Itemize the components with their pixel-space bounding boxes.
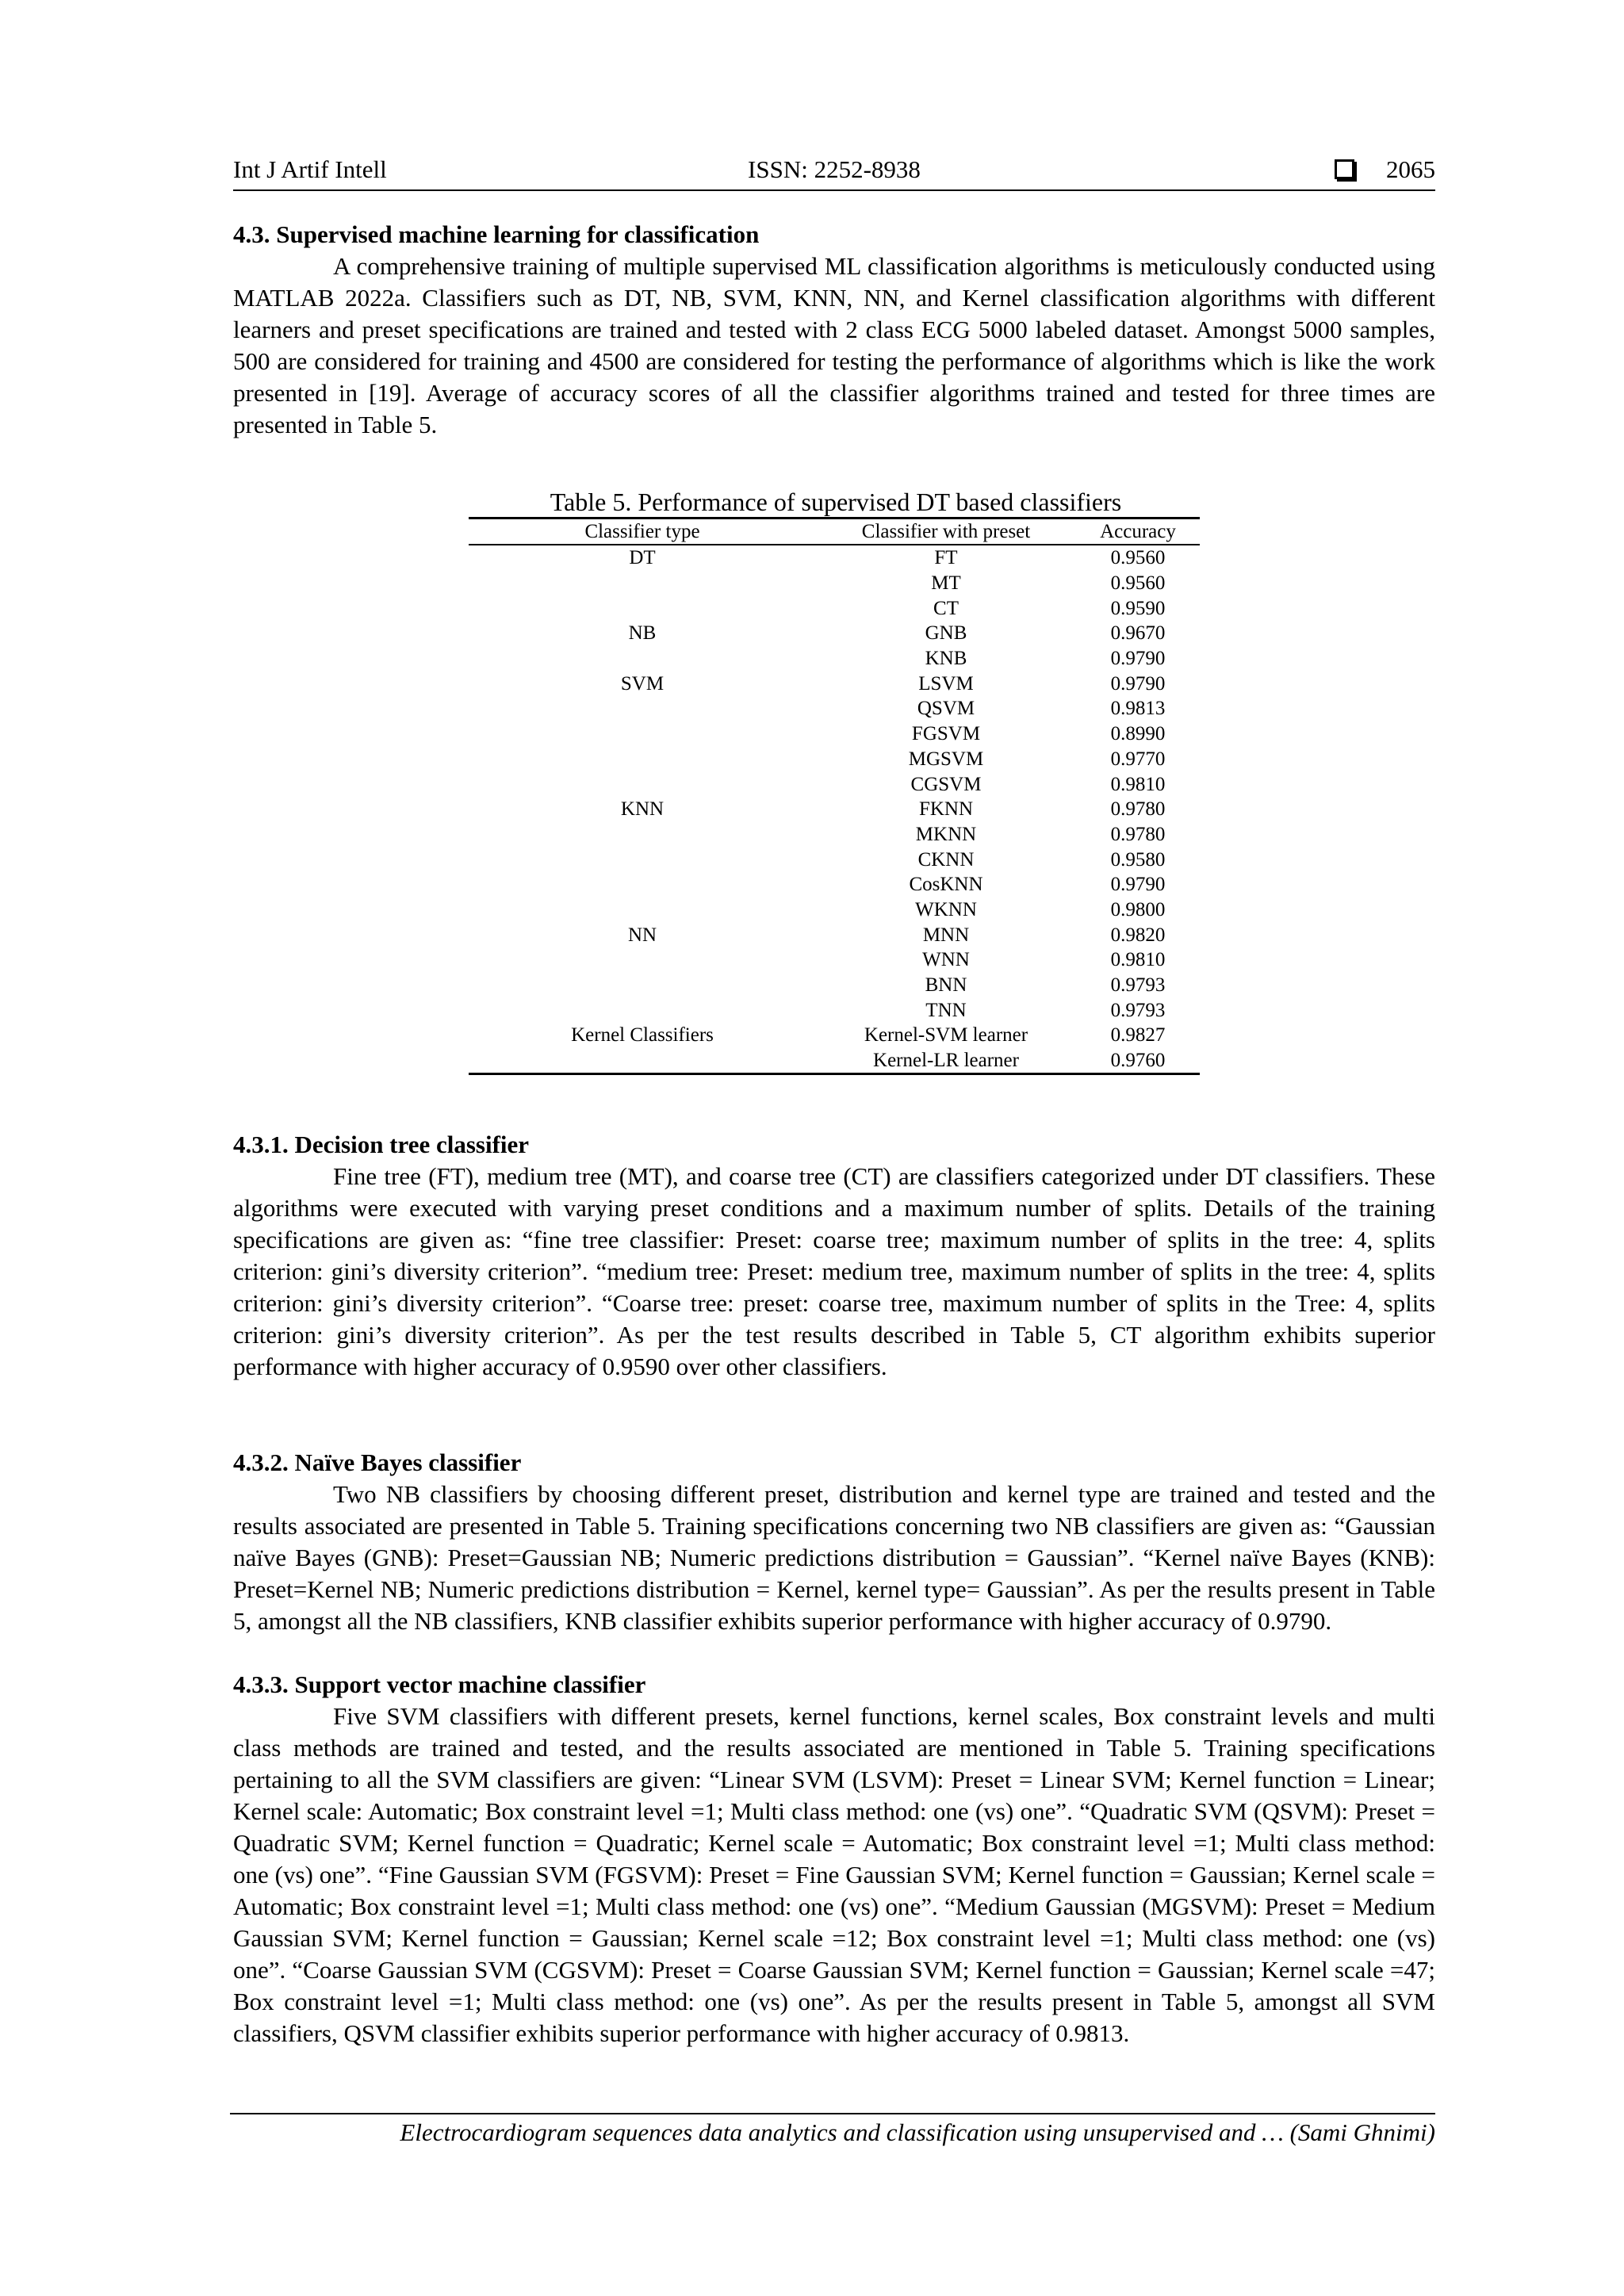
classifier-preset-cell: GNB [925,622,967,645]
table-row [469,973,1200,998]
table-row [469,747,1200,772]
classifier-preset-cell: MNN [922,924,970,946]
table-row [469,571,1200,596]
classifier-preset-cell: Kernel-SVM learner [864,1024,1028,1047]
table-row [469,671,1200,696]
footer-rule [230,2113,1435,2114]
classifier-preset-cell: KNB [925,648,967,670]
paragraph: Five SVM classifiers with different presets, kernel functions, kernel scales, Box constraint levels and multi class methods are trained and tested, and the results associated are mentioned in Table 5. Training specifications pertaining to all the SVM classifiers are given: “Linear SVM (LSVM): Preset = Linear SVM; Kernel function = Linear; Kernel scale: Automatic; Box constraint level =1; Multi class method: one (vs) one”. “Quadratic SVM (QSVM): Preset = Quadratic SVM; Kernel function = Quadratic; Kernel scale = Automatic; Box constraint level =1; Multi class method: one (vs) one”. “Fine Gaussian SVM (FGSVM): Preset = Fine Gaussian SVM; Kernel function = Gaussian; Kernel scale = Automatic; Box constraint level =1; Multi class method: one (vs) one”. “Medium Gaussian (MGSVM): Preset = Medium Gaussian SVM; Kernel function = Gaussian; Kernel scale =12; Box constraint level =1; Multi class method: one (vs) one”. “Coarse Gaussian SVM (CGSVM): Preset = Coarse Gaussian SVM; Kernel function = Gaussian; Kernel scale =47; Box constraint level =1; Multi class method: one (vs) one”. As per the results present in Table 5, amongst all SVM classifiers, QSVM classifier exhibits superior performance with higher accuracy of 0.9813. [233,1702,1435,2047]
accuracy-cell: 0.9590 [1110,597,1166,619]
table-caption: Table 5. Performance of supervised DT based classifiers [550,488,1122,516]
accuracy-cell: 0.9790 [1110,874,1166,896]
table-row [469,1023,1200,1048]
classifier-type-cell [469,721,816,747]
classifier-type-cell [469,997,816,1023]
table-body [469,545,1200,1074]
accuracy-cell: 0.9790 [1110,648,1166,670]
section-4-3-1 [233,1129,1435,1383]
square-icon [1335,159,1354,179]
accuracy-cell: 0.8990 [1110,723,1166,745]
accuracy-cell: 0.9770 [1110,748,1166,770]
classifier-type-cell: NN [627,924,657,946]
table-row [469,897,1200,923]
accuracy-cell: 0.9810 [1110,773,1166,795]
accuracy-cell: 0.9793 [1110,999,1166,1021]
table-row [469,696,1200,721]
classifier-preset-cell: LSVM [918,672,974,695]
table-row [469,595,1200,621]
accuracy-cell: 0.9800 [1110,898,1166,920]
journal-name: Int J Artif Intell [233,155,387,183]
classifier-type-cell [469,897,816,923]
table-row [469,872,1200,897]
table-row [469,997,1200,1023]
classifier-type-cell [469,696,816,721]
accuracy-cell: 0.9780 [1110,823,1166,845]
column-header: Accuracy [1076,519,1200,545]
column-header: Classifier type [469,519,816,545]
table-row [469,1048,1200,1074]
accuracy-cell: 0.9820 [1110,924,1166,946]
classifier-preset-cell: WNN [922,949,970,971]
paragraph: A comprehensive training of multiple supervised ML classification algorithms is meticulously conducted using MATLAB 2022a. Classifiers such as DT, NB, SVM, KNN, NN, and Kernel classification algorithms with different learners and preset specifications are trained and tested with 2 class ECG 5000 labeled dataset. Amongst 5000 samples, 500 are considered for training and 4500 are considered for testing the performance of algorithms which is like the work presented in [19]. Average of accuracy scores of all the classifier algorithms trained and tested for three times are presented in Table 5. [233,252,1435,438]
accuracy-cell: 0.9560 [1110,572,1166,595]
classifier-preset-cell: FT [934,547,958,569]
accuracy-cell: 0.9827 [1110,1024,1166,1047]
table-row [469,797,1200,822]
section-heading: 4.3.2. Naïve Bayes classifier [233,1448,522,1476]
classifier-type-cell [469,973,816,998]
classifier-preset-cell: BNN [925,974,967,997]
performance-table [469,517,1200,1075]
classifier-preset-cell: CKNN [917,848,975,871]
classifier-type-cell: NB [628,622,657,645]
classifier-type-cell [469,595,816,621]
classifier-type-cell [469,847,816,872]
section-heading: 4.3. Supervised machine learning for classification [233,220,760,248]
table-row [469,721,1200,747]
section-4-3-2 [233,1447,1435,1637]
header-rule [233,189,1435,191]
classifier-preset-cell: Kernel-LR learner [816,1048,1076,1074]
classifier-preset-cell: WKNN [915,898,977,920]
paragraph: Fine tree (FT), medium tree (MT), and coarse tree (CT) are classifiers categorized under DT classifiers. These algorithms were executed with varying preset conditions and a maximum number of splits. Details of the training specifications are given as: “fine tree classifier: Preset: coarse tree; maximum number of splits in the tree: 4, splits criterion: gini’s diversity criterion”. “medium tree: Preset: medium tree, maximum number of splits in the tree: 4, splits criterion: gini’s diversity criterion”. “Coarse tree: preset: coarse tree, maximum number of splits in the Tree: 4, splits criterion: gini’s diversity criterion”. As per the test results described in Table 5, CT algorithm exhibits superior performance with higher accuracy of 0.9590 over other classifiers. [233,1162,1435,1380]
accuracy-cell: 0.9780 [1110,798,1166,821]
issn: ISSN: 2252-8938 [748,155,921,183]
classifier-type-cell [469,571,816,596]
classifier-type-cell: DT [629,547,656,569]
table-row [469,646,1200,672]
classifier-preset-cell: CosKNN [909,874,983,896]
classifier-preset-cell: MGSVM [908,748,984,770]
table-row [469,847,1200,872]
accuracy-cell: 0.9760 [1076,1048,1200,1074]
accuracy-cell: 0.9670 [1110,622,1166,645]
classifier-preset-cell: MT [931,572,961,595]
accuracy-cell: 0.9813 [1110,698,1166,720]
section-heading: 4.3.1. Decision tree classifier [233,1131,530,1158]
classifier-type-cell [469,822,816,848]
accuracy-cell: 0.9790 [1110,672,1166,695]
page-number: 2065 [1386,155,1435,183]
classifier-type-cell [469,747,816,772]
accuracy-cell: 0.9560 [1110,547,1166,569]
classifier-type-cell: SVM [620,672,665,695]
accuracy-cell: 0.9793 [1110,974,1166,997]
classifier-preset-cell: FGSVM [911,723,981,745]
classifier-preset-cell: FKNN [918,798,974,821]
accuracy-cell: 0.9580 [1110,848,1166,871]
page-number-group [1335,155,1435,184]
classifier-type-cell [469,646,816,672]
table-row [469,922,1200,947]
running-footer: Electrocardiogram sequences data analytics and classification using unsupervised and … (Sami Ghnimi) [400,2118,1435,2146]
classifier-type-cell: Kernel Classifiers [571,1024,714,1047]
table-row [469,947,1200,973]
classifier-preset-cell: CGSVM [910,773,982,795]
section-4-3 [233,219,1435,441]
table-row [469,771,1200,797]
accuracy-cell: 0.9810 [1110,949,1166,971]
classifier-type-cell [469,872,816,897]
classifier-preset-cell: QSVM [917,698,975,720]
table-header-row [469,519,1200,545]
running-header [233,155,1435,187]
classifier-type-cell [469,1048,816,1074]
classifier-type-cell: KNN [620,798,665,821]
classifier-preset-cell: CT [933,597,959,619]
classifier-preset-cell: MKNN [915,823,977,845]
table-row [469,545,1200,571]
classifier-preset-cell: TNN [925,999,967,1021]
classifier-type-cell [469,947,816,973]
section-4-3-3 [233,1669,1435,2049]
column-header: Classifier with preset [816,519,1076,545]
table-row [469,822,1200,848]
section-heading: 4.3.3. Support vector machine classifier [233,1670,646,1698]
paragraph: Two NB classifiers by choosing different preset, distribution and kernel type are trained and tested and the results associated are presented in Table 5. Training specifications concerning two NB classifiers are given as: “Gaussian naïve Bayes (GNB): Preset=Gaussian NB; Numeric predictions distribution = Gaussian”. “Kernel naïve Bayes (KNB): Preset=Kernel NB; Numeric predictions distribution = Kernel, kernel type= Gaussian”. As per the results present in Table 5, amongst all the NB classifiers, KNB classifier exhibits superior performance with higher accuracy of 0.9790. [233,1480,1435,1635]
classifier-type-cell [469,771,816,797]
table-row [469,621,1200,646]
